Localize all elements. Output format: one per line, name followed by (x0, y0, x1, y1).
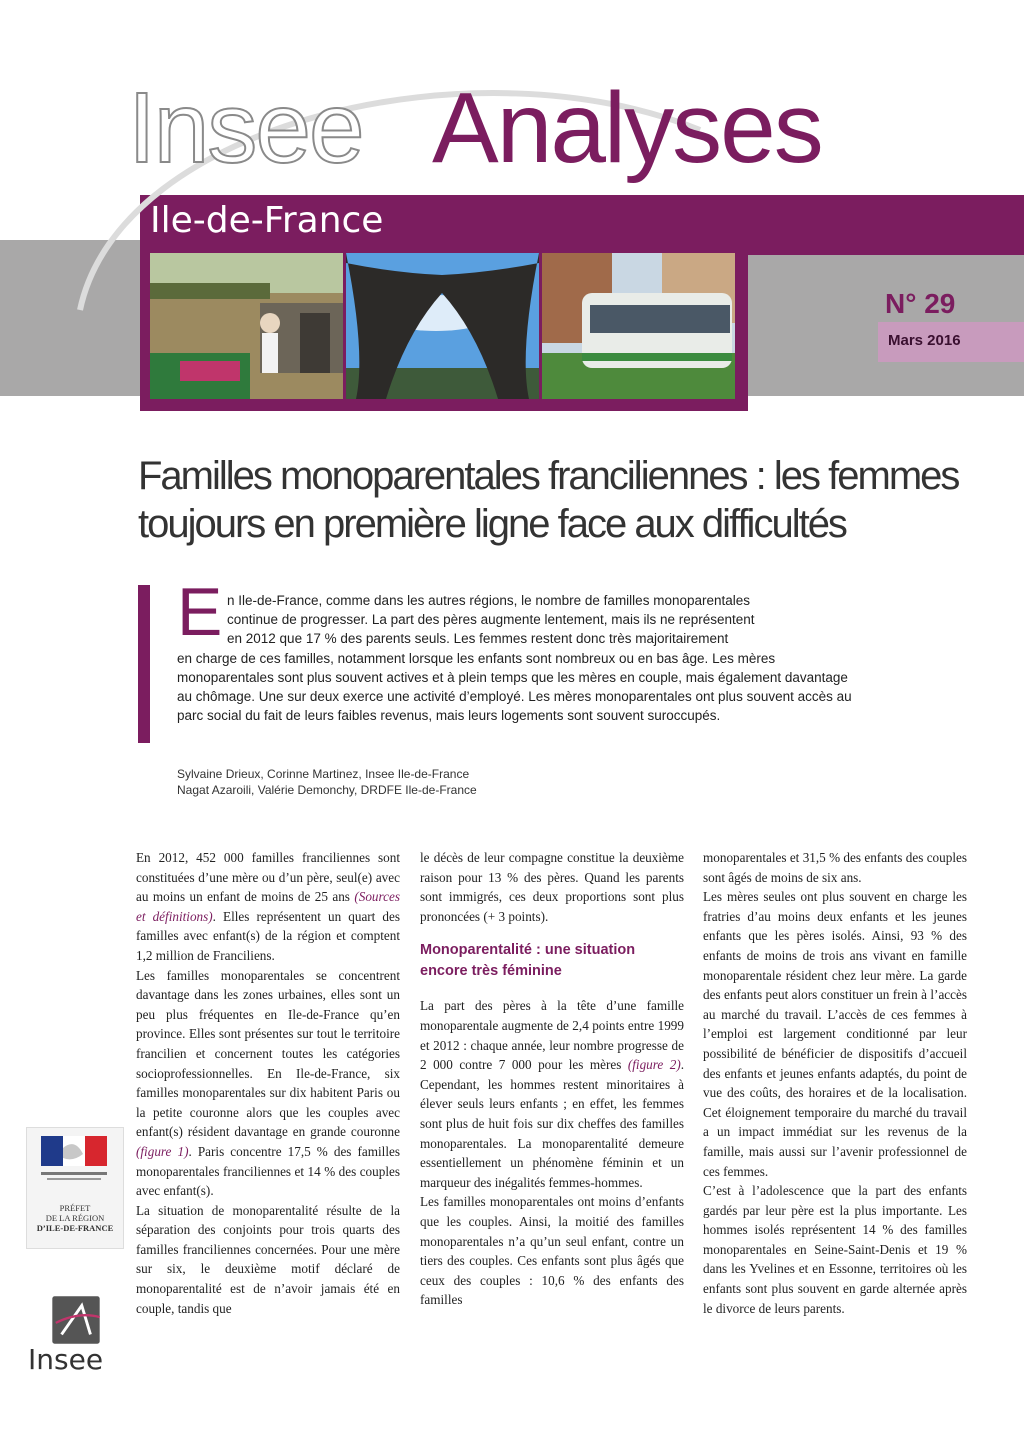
issue-date: Mars 2016 (888, 332, 961, 349)
sources-link[interactable]: (Sources et définitions) (136, 889, 400, 924)
authors-line-1: Sylvaine Drieux, Corinne Martinez, Insee Ile-de-France (177, 767, 470, 781)
authors (177, 766, 477, 798)
paragraph-text: La part des pères à la tête d’une famille monoparentale augmente de 2,4 points entre 1999 et 2012 : chaque année, leur nombre progresse de 2 000 contre 7 000 pour les mères (420, 998, 684, 1073)
prefet-line-3: D’ILE-DE-FRANCE (36, 1223, 114, 1233)
abstract-bar (138, 585, 150, 743)
column-2 (420, 848, 684, 1310)
abstract-line-3: en 2012 que 17 % des parents seuls. Les femmes restent donc très majoritairement (227, 631, 729, 647)
paragraph-text: Les familles monoparentales se concentrent davantage dans les zones urbaines, elles sont un peu plus fréquentes en Ile-de-France qu’en province. Elles sont présentes sur tout le territoire francilien et concernent toutes les catégories socioprofessionnelles. En Ile-de-France, six familles monoparentales sur dix habitent Paris ou la petite couronne alors que les couples avec enfant(s) résident davantage en grande couronne (136, 967, 400, 1140)
market-photo (150, 253, 343, 399)
title-line-2: toujours en première ligne face aux difficultés (138, 502, 846, 546)
figure-2-link[interactable]: (figure 2) (627, 1057, 681, 1073)
issue-number: N° 29 (885, 288, 956, 319)
title-line-1: Familles monoparentales franciliennes : les femmes (138, 454, 959, 498)
section-heading: Monoparentalité : une situation encore très féminine (420, 942, 636, 980)
abstract-line-1: n Ile-de-France, comme dans les autres régions, le nombre de familles monoparentales (227, 593, 751, 608)
abstract-text (177, 591, 859, 725)
paragraph (136, 966, 400, 1201)
prefet-line-2: DE LA RÉGION (45, 1213, 105, 1223)
abstract-line-2: continue de progresser. La part des pères augmente lentement, mais ils ne représentent (227, 612, 755, 628)
insee-logo-icon (48, 1294, 104, 1346)
paragraph (136, 848, 400, 966)
logo-insee: Insee (128, 72, 363, 184)
marianne-icon (27, 1128, 123, 1188)
paragraph: Les familles monoparentales ont moins d’enfants que les couples. Ainsi, la moitié des familles monoparentales n’a qu’un seul enfant, contre un tiers des couples. Ces enfants sont plus âgés que ceux des couples : 10,6 % des enfants des familles (420, 1194, 684, 1308)
region-label: Ile-de-France (150, 200, 384, 241)
column-3 (703, 848, 967, 1318)
tramway-photo (542, 253, 735, 399)
eiffel-tower-photo (346, 253, 539, 399)
insee-wordmark: Insee (28, 1343, 104, 1376)
abstract-rest: en charge de ces familles, notamment lorsque les enfants sont nombreux ou en bas âge. Les mères monoparentales sont plus souvent actives et à plein temps que les mères en couple, mais également davantage au chômage. Une sur deux exerce une activité d’employé. Les mères monoparentales ont plus souvent accès au parc social du fait de leurs faibles revenus, mais leurs logements sont souvent suroccupés. (177, 650, 852, 724)
paragraph: C’est à l’adolescence que la part des enfants gardés par leur père est la plus importante. Les hommes isolés représentent 14 % des familles monoparentales en Seine-Saint-Denis et 19 % dans les Yvelines et en Essonne, territoires où les enfants sont plus souvent en garde alternée après le divorce de leurs parents. (703, 1183, 967, 1316)
abstract-dropcap: E (177, 574, 223, 650)
logo-analyses: Analyses (432, 72, 822, 184)
paragraph: La situation de monoparentalité résulte de la séparation des conjoints pour trois quarts des familles franciliennes concernées. Pour une mère sur six, le deuxième motif déclaré de monoparentalité est de n’avoir jamais été en couple, tandis que (136, 1202, 400, 1316)
paragraph: monoparentales et 31,5 % des enfants des couples sont âgés de moins de six ans. (703, 850, 967, 885)
paragraph-text: . Paris concentre 17,5 % des familles monoparentales franciliennes et 14 % des couples avec enfant(s). (136, 1143, 400, 1199)
column-1 (136, 848, 400, 1318)
paragraph-text: . Elles représentent un quart des familles avec enfant(s) de la région et comptent 1,2 million de Franciliens. (136, 908, 401, 963)
paragraph: Les mères seules ont plus souvent en charge les fratries d’au moins deux enfants et les jeunes enfants que les pères isolés. Ainsi, 93 % des enfants de moins de trois ans vivant en famille monoparentale résident chez leur mère. La garde des enfants peut alors constituer un frein à l’accès au marché du travail. L’accès de ces femmes à l’emploi est largement conditionné par leur possibilité de bénéficier de dispositifs d’accueil des enfants et jeunes enfants adaptés, du point de vue des coûts, des horaires et de la localisation. Cet éloignement temporaire du marché du travail a un impact immédiat sur les revenus de la famille, mais aussi sur l’avenir professionnel de ces femmes. (703, 889, 967, 1179)
paragraph (420, 996, 684, 1192)
article-title (138, 452, 978, 548)
authors-line-2: Nagat Azaroili, Valérie Demonchy, DRDFE Ile-de-France (177, 783, 477, 797)
paragraph-text: En 2012, 452 000 familles franciliennes sont constituées d’une mère ou d’un père, seul(e) avec au moins un enfant de moins de 25 ans (136, 850, 400, 905)
prefet-logo (26, 1127, 124, 1249)
paragraph-text: . Cependant, les hommes restent minoritaires à élever seuls leurs enfants ; en effet, les femmes sont plus de huit fois sur dix cheffes des familles monoparentales. La monoparentalité demeure essentiellement un phénomène féminin et un marqueur des inégalités femmes-hommes. (420, 1057, 685, 1190)
prefet-line-1: PRÉFET (59, 1203, 91, 1213)
figure-1-link[interactable]: (figure 1) (136, 1143, 189, 1159)
paragraph: le décès de leur compagne constitue la deuxième raison pour 13 % des pères. Quand les parents sont immigrés, ces deux proportions sont plus prononcées (+ 3 points). (420, 850, 684, 924)
